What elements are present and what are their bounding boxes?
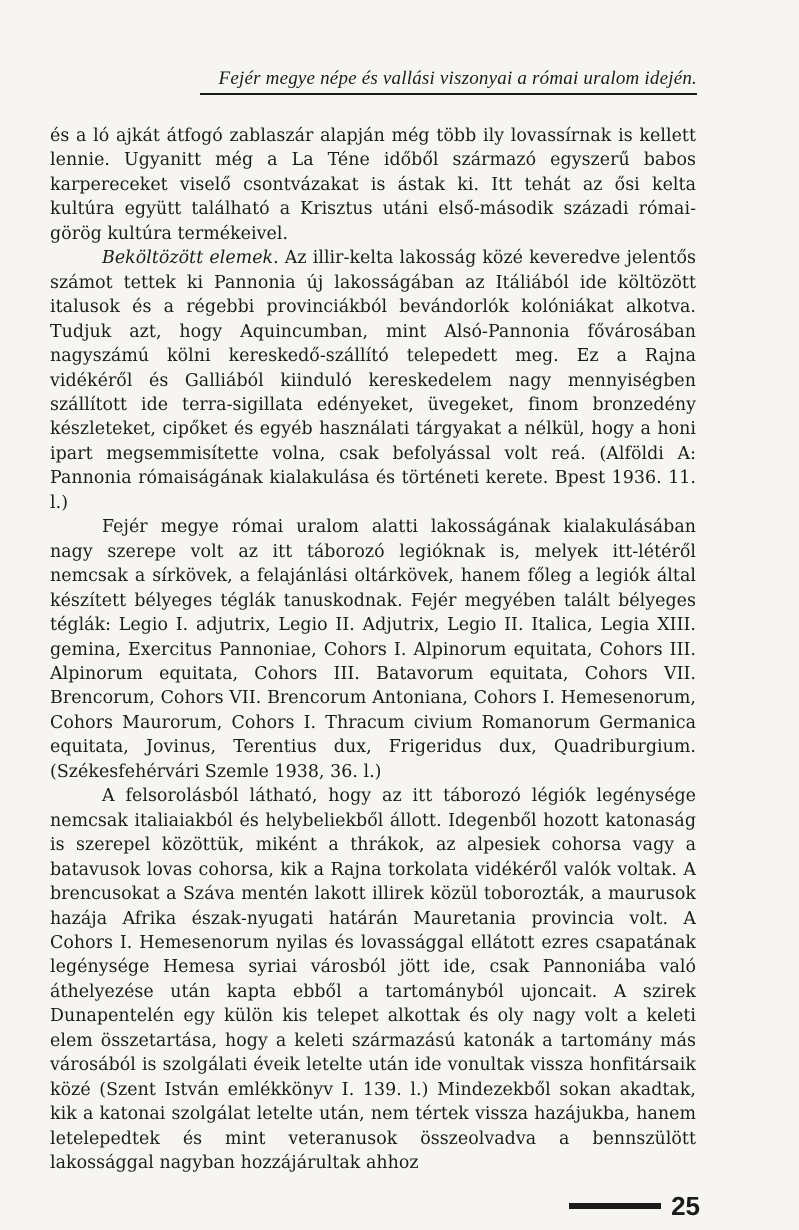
paragraph-2-text: Az illir-kelta lakosság közé keveredve jelentős számot tettek ki Pannonia új lakosságában az Itáliából ide költözött italusok és a régebbi provinciákból bevándorlók kolóniákat alkotva. Tudjuk azt, hogy Aquincumban, mint Alsó-Pannonia fővárosában nagyszámú kölni kereskedő-szállító telepedett meg. Ez a Rajna vidékéről és Galliából kiinduló kereskedelem nagy mennyiségben szállított ide terra-sigillata edényeket, üvegeket, finom bronzedény készleteket, cipőket és egyéb használati tárgyakat a nélkül, hogy a honi ipart megsemmisítette volna, csak befolyással volt reá. (Alföldi A: Pannonia rómaiságának kialakulása és történeti kerete. Bpest 1936. 11. l.): [50, 248, 696, 513]
running-header: Fejér megye népe és vallási viszonyai a római uralom idején.: [200, 68, 697, 95]
paragraph-3: Fejér megye római uralom alatti lakosságának kialakulásában nagy szerepe volt az itt táborozó legióknak is, melyek itt-létéről nemcsak a sírkövek, a felajánlási oltárkövek, hanem főleg a legiók által készített bélyeges téglák tanuskodnak. Fejér megyében talált bélyeges téglák: Legio I. adjutrix, Legio II. Adjutrix, Legio II. Italica, Legia XIII. gemina, Exercitus Pannoniae, Cohors I. Alpinorum equitata, Cohors III. Alpinorum equitata, Cohors III. Batavorum equitata, Cohors VII. Brencorum, Cohors VII. Brencorum Antoniana, Cohors I. Hemesenorum, Cohors Maurorum, Cohors I. Thracum civium Romanorum Germanica equitata, Jovinus, Terentius dux, Frigeridus dux, Quadriburgium. (Székesfehérvári Szemle 1938, 36. l.): [50, 517, 696, 782]
paragraph-1: és a ló ajkát átfogó zablaszár alapján még több ily lovassírnak is kellett lennie. Ugyanitt még a La Téne időből származó egyszerű babos karpereceket viselő csontvázakat is ástak ki. Itt tehát az ősi kelta kultúra együtt található a Krisztus utáni első-második századi római-görög kultúra termékeivel.: [50, 126, 696, 244]
page-footer: [560, 1190, 700, 1222]
paragraph-2: [50, 246, 696, 515]
page-number: 25: [671, 1191, 700, 1221]
paragraph-4: A felsorolásból látható, hogy az itt táborozó légiók legénysége nemcsak italiaiakból és helybeliekből állott. Idegenből hozott katonaság is szerepel közöttük, miként a thrákok, az alpesiek cohorsa vagy a batavusok lovas cohorsa, kik a Rajna torkolata vidékéről valók voltak. A brencusokat a Száva mentén lakott illirek közül toborozták, a maurusok hazája Afrika észak-nyugati határán Mauretania provincia volt. A Cohors I. Hemesenorum nyilas és lovassággal ellátott ezres csapatának legénysége Hemesa syriai városból jött ide, csak Pannoniába való áthelyezése után kapta ebből a tartományból ujoncait. A szirek Dunapentelén egy külön kis telepet alkottak és oly nagy volt a keleti elem összetartása, hogy a keleti származású katonák a tartomány más városából is szolgálati éveik letelte után ide vonultak vissza honfitársaik közé (Szent István emlékkönyv I. 139. l.) Mindezekből sokan akadtak, kik a katonai szolgálat letelte után, nem tértek vissza hazájukba, hanem letelepedtek és mint veteranusok összeolvadva a bennszülött lakossággal nagyban hozzájárultak ahhoz: [50, 786, 696, 1174]
body-text: [50, 124, 696, 1175]
section-heading: Beköltözött elemek.: [102, 248, 279, 269]
footer-rule: [569, 1203, 661, 1209]
